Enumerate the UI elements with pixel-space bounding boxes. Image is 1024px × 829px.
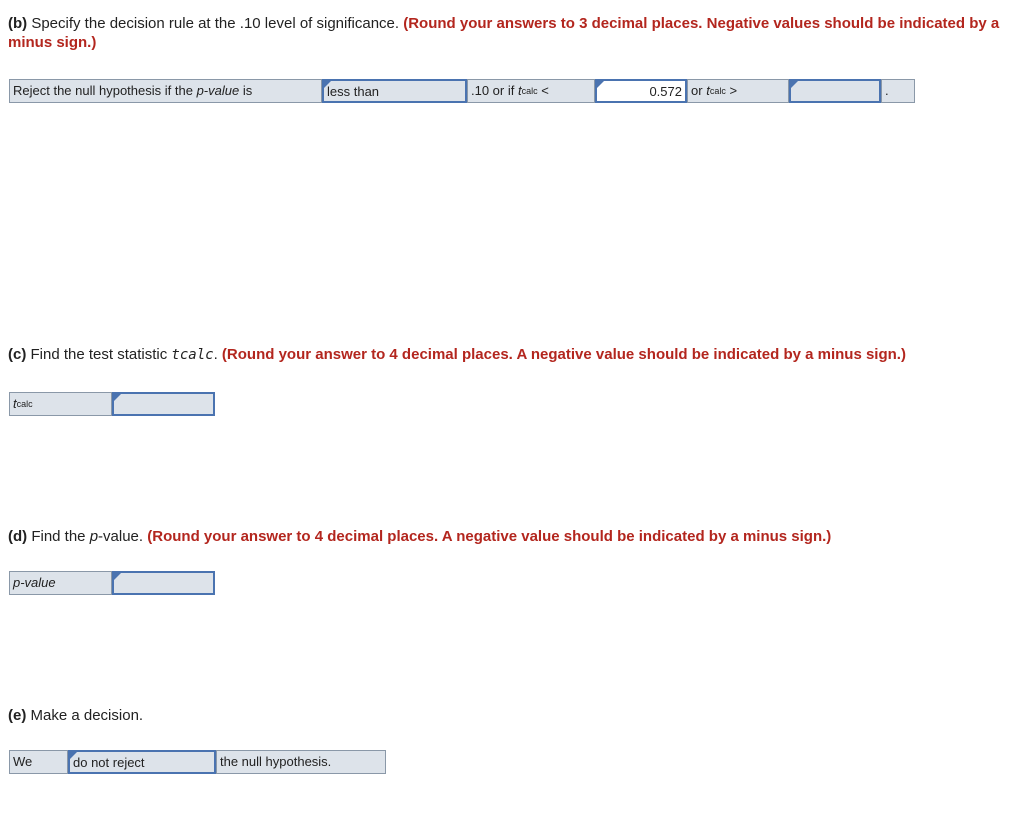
decision-suffix-label <box>216 750 386 774</box>
part-e-text: Make a decision. <box>30 707 144 724</box>
input-marker-icon <box>114 394 121 401</box>
end-period-text: . <box>885 83 889 98</box>
decision-rule-label <box>9 79 322 103</box>
rule-pvalue-text: p-value <box>196 83 240 98</box>
part-d-text-suffix: -value. <box>98 528 144 545</box>
comparison-selected-value: less than <box>327 83 380 99</box>
part-d-question <box>8 527 1008 546</box>
part-e-label: (e) <box>8 707 27 724</box>
comparison-dropdown[interactable] <box>322 79 467 103</box>
tcalc-t: t <box>517 83 522 98</box>
or-tcalc-label <box>687 79 789 103</box>
part-c-stat-name: tcalc <box>171 347 214 363</box>
or-text: or <box>691 83 703 98</box>
part-d-text-prefix: Find the <box>31 528 86 545</box>
tcalc-sub: calc <box>521 86 538 96</box>
input-marker-icon <box>597 81 604 88</box>
part-b-note: (Round your answers to 3 decimal places. Negative values should be indicated by a minus sign.) <box>8 15 1000 51</box>
input-marker-icon <box>791 81 798 88</box>
pvalue-label-text: p-value <box>13 575 56 590</box>
alpha-tcalc-label <box>467 79 595 103</box>
rule-prefix-text: Reject the null hypothesis if the <box>13 83 193 98</box>
part-b-text: Specify the decision rule at the .10 level of significance. <box>31 15 400 32</box>
input-marker-icon <box>114 573 121 580</box>
dropdown-marker-icon <box>70 752 77 759</box>
pvalue-input[interactable] <box>112 571 215 595</box>
decision-we-label <box>9 750 68 774</box>
tcalc-row-t: t <box>13 396 17 411</box>
lower-critical-value: 0.572 <box>649 83 682 99</box>
part-e-question <box>8 706 1008 725</box>
dropdown-marker-icon <box>324 81 331 88</box>
part-c-question <box>8 345 1008 365</box>
upper-critical-input[interactable] <box>789 79 881 103</box>
part-d-text-italic: p <box>89 528 99 545</box>
pvalue-label <box>9 571 112 595</box>
decision-rule-row <box>9 79 915 103</box>
tcalc-label <box>9 392 112 416</box>
alpha-text: .10 or if <box>471 83 515 98</box>
part-c-period: . <box>213 346 218 363</box>
part-b-question <box>8 14 1008 52</box>
end-period <box>881 79 915 103</box>
tcalc-t: t <box>706 83 710 98</box>
part-c-text: Find the test statistic <box>30 346 168 363</box>
tcalc-sub: calc <box>709 86 726 96</box>
lower-critical-input[interactable] <box>595 79 687 103</box>
tcalc-row <box>9 392 215 416</box>
part-d-note: (Round your answer to 4 decimal places. A negative value should be indicated by a minus sign.) <box>147 528 832 545</box>
decision-suffix-text: the null hypothesis. <box>220 754 332 769</box>
part-c-note: (Round your answer to 4 decimal places. A negative value should be indicated by a minus sign.) <box>221 346 906 363</box>
gt-symbol: > <box>729 83 738 98</box>
pvalue-row <box>9 571 215 595</box>
tcalc-input[interactable] <box>112 392 215 416</box>
part-c-label: (c) <box>8 346 27 363</box>
lt-symbol: < <box>541 83 549 98</box>
rule-is-text: is <box>242 83 253 98</box>
part-d-label: (d) <box>8 528 28 545</box>
decision-selected-value: do not reject <box>73 754 145 770</box>
decision-dropdown[interactable] <box>68 750 216 774</box>
decision-row <box>9 750 386 774</box>
we-text: We <box>13 754 33 769</box>
part-b-label: (b) <box>8 15 28 32</box>
tcalc-row-sub: calc <box>16 399 33 409</box>
